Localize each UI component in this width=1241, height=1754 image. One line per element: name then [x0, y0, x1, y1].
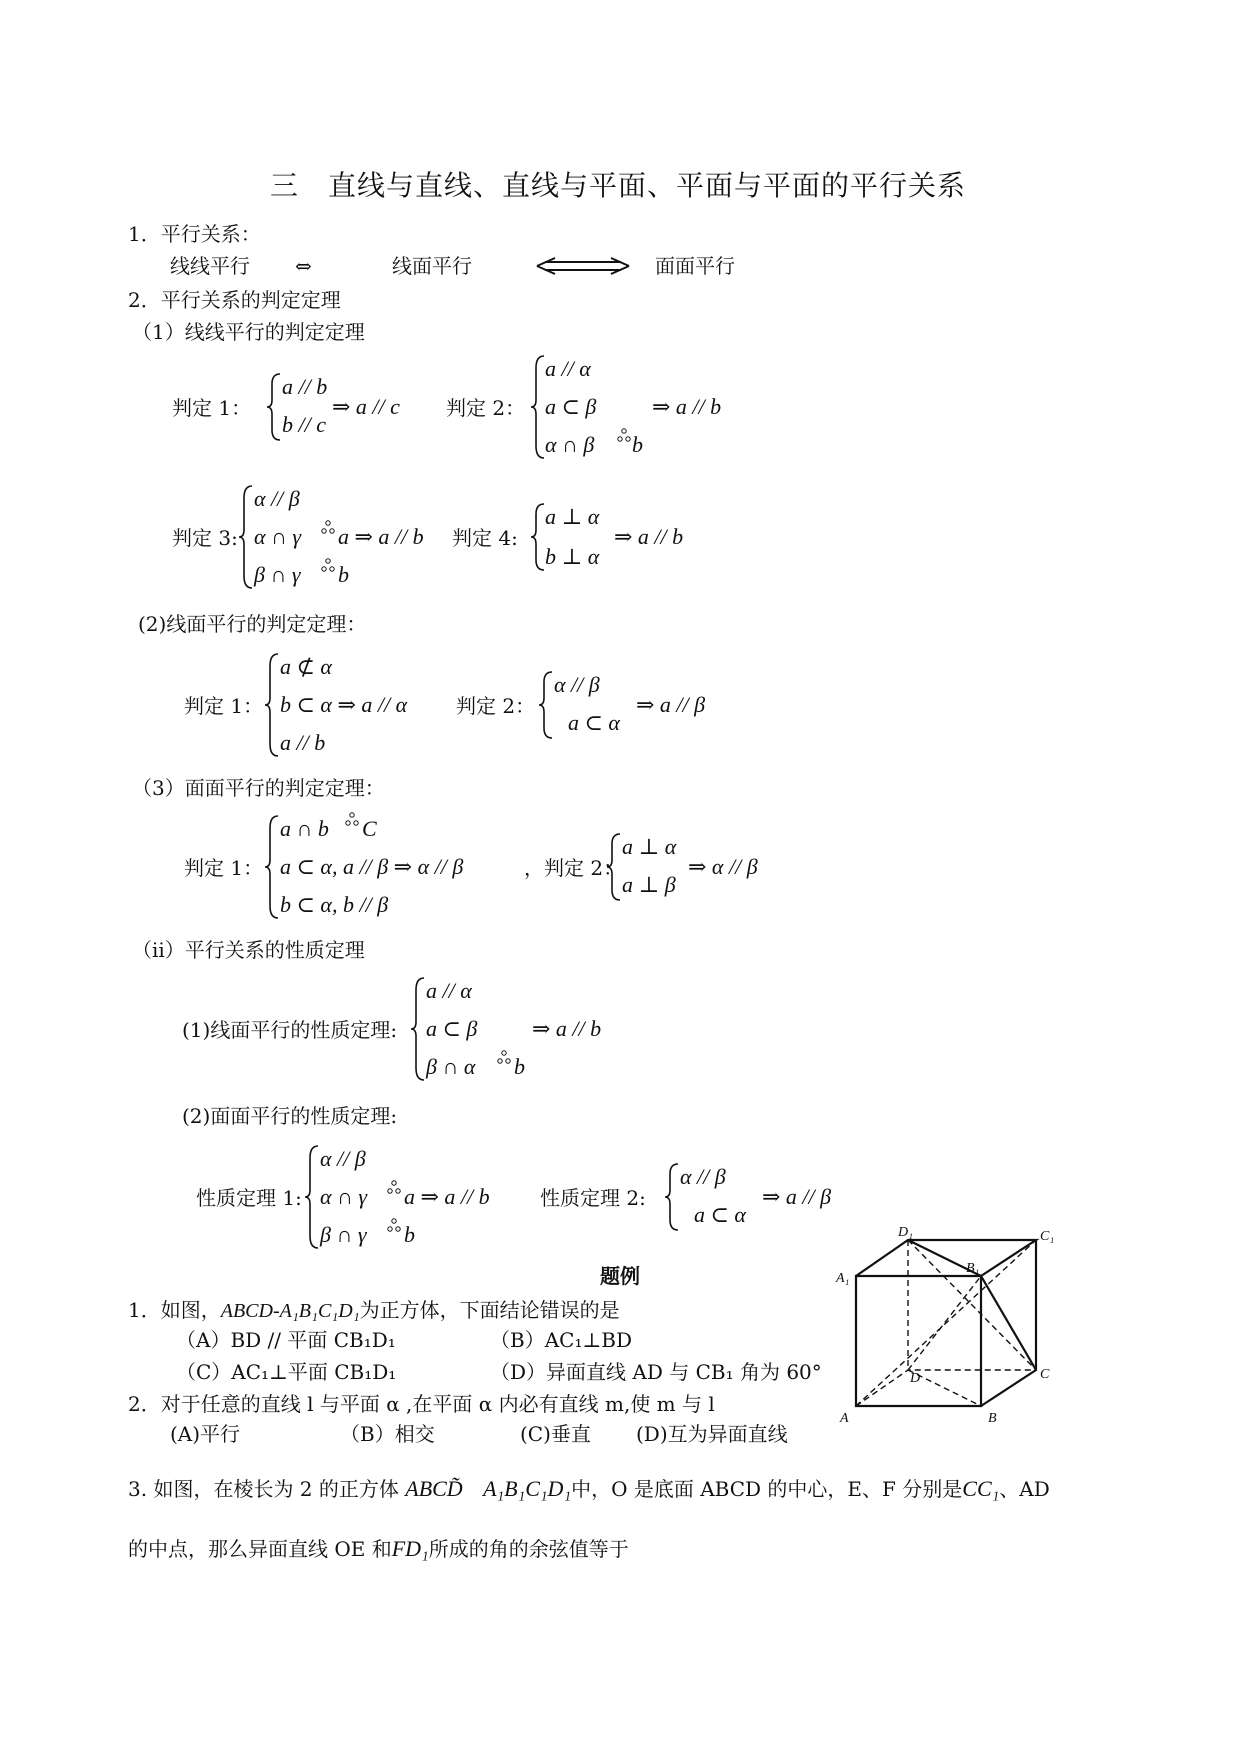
formula: a ⊥ α: [545, 504, 600, 529]
section-heading: 2．平行关系的判定定理: [128, 288, 341, 312]
section-heading: 1．平行关系：: [128, 222, 261, 246]
brace-icon: [530, 502, 546, 572]
formula: a ⊂ α, a // β ⇒ α // β: [280, 854, 464, 879]
option-a: (A)平行: [170, 1422, 241, 1446]
section-heading: （ii）平行关系的性质定理: [132, 938, 365, 962]
formula: b // c: [282, 412, 326, 437]
formula: a // b: [282, 374, 328, 399]
formula: a ⊄ α: [280, 654, 332, 679]
option-c: （C）AC₁⊥平面 CB₁D₁: [176, 1360, 397, 1384]
theorem-label: 判定 1：: [184, 856, 264, 880]
double-arrow-icon: [535, 256, 631, 276]
intersection-mark-icon: [320, 558, 336, 574]
formula: a ⊂ β: [545, 394, 597, 419]
formula: a ⇒ a // b: [404, 1184, 490, 1209]
vertex-label-a: A: [840, 1411, 849, 1426]
formula: ⇒ a // b: [652, 394, 722, 419]
formula: a // b: [280, 730, 326, 755]
formula: b: [338, 562, 349, 587]
theorem-label: 判定 1：: [172, 396, 252, 420]
theorem-label: (1)线面平行的性质定理:: [182, 1018, 398, 1042]
formula: ⇒ α // β: [688, 854, 758, 879]
formula: a ⊥ β: [622, 872, 676, 897]
formula: ⇒ a // b: [614, 524, 684, 549]
option-b: （B）相交: [340, 1422, 435, 1446]
formula: b: [404, 1222, 415, 1247]
formula: α // β: [254, 486, 300, 511]
formula: ⇒ a // β: [636, 692, 706, 717]
formula: a ⊥ α: [622, 834, 677, 859]
brace-icon: [264, 652, 280, 758]
brace-icon: [238, 484, 254, 590]
brace-icon: [538, 670, 554, 740]
option-c: (C)垂直: [520, 1422, 591, 1446]
theorem-label: 判定 1：: [184, 694, 264, 718]
subsection-heading: (2)线面平行的判定定理：: [138, 612, 367, 636]
theorem-label: 判定 3:: [172, 526, 238, 550]
formula: β ∩ γ: [320, 1222, 367, 1247]
formula: β ∩ α: [426, 1054, 476, 1079]
intersection-mark-icon: [386, 1218, 402, 1234]
intersection-mark-icon: [496, 1050, 512, 1066]
formula: ⇒ a // β: [762, 1184, 832, 1209]
formula: a ⇒ a // b: [338, 524, 424, 549]
theorem-label: 判定 4:: [452, 526, 518, 550]
formula: a // α: [426, 978, 472, 1003]
brace-icon: [264, 814, 280, 920]
formula: b: [632, 432, 643, 457]
theorem-label: ，判定 2：: [524, 856, 624, 880]
theorem-label: 性质定理 1:: [196, 1186, 302, 1210]
examples-heading: 题例: [600, 1264, 640, 1288]
question-3-line2: 的中点，那么异面直线 OE 和FD₁所成的角的余弦值等于: [128, 1536, 629, 1561]
question-2-stem: 2．对于任意的直线 l 与平面 α ,在平面 α 内必有直线 m,使 m 与 l: [128, 1392, 715, 1416]
formula: ⇒ a // c: [332, 394, 400, 419]
vertex-label-d: D: [910, 1371, 921, 1386]
brace-icon: [266, 372, 282, 442]
term-line-line: 线线平行: [170, 254, 250, 278]
intersection-mark-icon: [386, 1180, 402, 1196]
formula: a // α: [545, 356, 591, 381]
page-title: 三 直线与直线、直线与平面、平面与平面的平行关系: [270, 169, 967, 202]
theorem-label: 性质定理 2:: [540, 1186, 646, 1210]
subsection-heading: （1）线线平行的判定定理: [132, 320, 365, 344]
brace-icon: [530, 354, 546, 460]
brace-icon: [664, 1162, 680, 1232]
iff-symbol: ⇔: [295, 254, 312, 278]
formula: C: [362, 816, 377, 841]
formula: a ∩ b: [280, 816, 329, 841]
formula: a ⊂ β: [426, 1016, 478, 1041]
subsection-heading: (2)面面平行的性质定理:: [182, 1104, 398, 1128]
formula: α // β: [680, 1164, 726, 1189]
intersection-mark-icon: [344, 812, 360, 828]
subsection-heading: （3）面面平行的判定定理：: [132, 776, 385, 800]
vertex-label-a1: A₁: [836, 1271, 850, 1286]
brace-icon: [410, 976, 426, 1082]
formula: b ⊂ α ⇒ a // α: [280, 692, 408, 717]
vertex-label-c: C: [1040, 1367, 1050, 1382]
term-plane-plane: 面面平行: [655, 254, 735, 278]
vertex-label-c1: C₁: [1040, 1229, 1055, 1244]
formula: ⇒ a // b: [532, 1016, 602, 1041]
formula: b ⊥ α: [545, 544, 600, 569]
question-3-line1: 3. 如图，在棱长为 2 的正方体 ABCD̃ A₁B₁C₁D₁中，O 是底面 ABCD 的中心，E、F 分别是CC₁、AD: [128, 1476, 1050, 1501]
formula: α // β: [320, 1146, 366, 1171]
formula: b: [514, 1054, 525, 1079]
formula: β ∩ γ: [254, 562, 301, 587]
brace-icon: [304, 1144, 320, 1250]
vertex-label-b: B: [988, 1411, 997, 1426]
question-1-stem: 1．如图，ABCD-A₁B₁C₁D₁为正方体，下面结论错误的是: [128, 1298, 620, 1322]
theorem-label: 判定 2：: [446, 396, 526, 420]
vertex-label-b1: B₁: [966, 1261, 980, 1276]
intersection-mark-icon: [616, 428, 632, 444]
theorem-label: 判定 2：: [456, 694, 536, 718]
vertex-label-d1: D₁: [898, 1226, 913, 1240]
formula: α ∩ γ: [320, 1184, 368, 1209]
term-line-plane: 线面平行: [392, 254, 472, 278]
brace-icon: [606, 832, 622, 902]
cube-figure: [826, 1226, 1076, 1432]
intersection-mark-icon: [320, 520, 336, 536]
option-b: （B）AC₁⊥BD: [490, 1328, 633, 1352]
formula: a ⊂ α: [568, 710, 620, 735]
formula: b ⊂ α, b // β: [280, 892, 389, 917]
formula: α ∩ γ: [254, 524, 302, 549]
option-d: (D)互为异面直线: [636, 1422, 788, 1446]
formula: α // β: [554, 672, 600, 697]
formula: α ∩ β: [545, 432, 595, 457]
option-d: （D）异面直线 AD 与 CB₁ 角为 60°: [490, 1360, 822, 1384]
option-a: （A）BD // 平面 CB₁D₁: [176, 1328, 396, 1352]
formula: a ⊂ α: [694, 1202, 746, 1227]
